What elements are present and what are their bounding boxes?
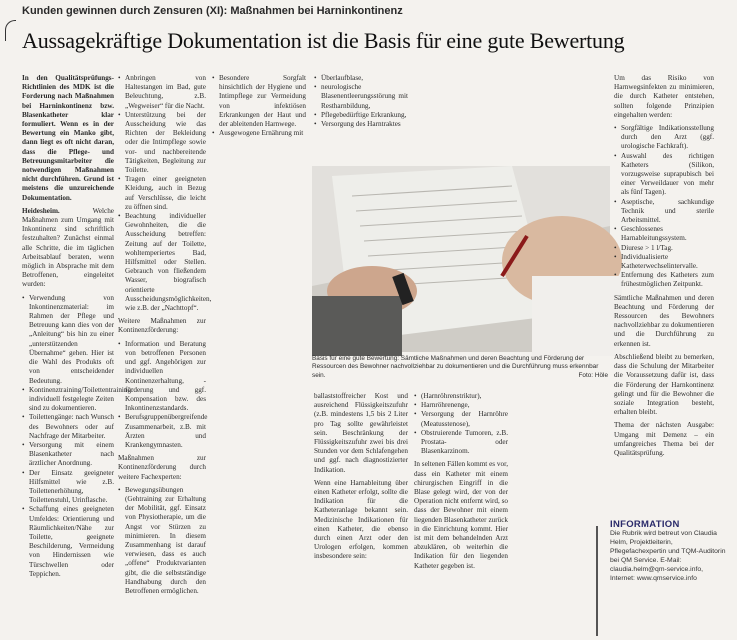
list-item: • Versorgung der Harnröhre (Meatusstenose), (420, 410, 508, 428)
kicker-bracket (5, 20, 16, 41)
list-item: • Berufsgruppenübergreifende Zusammenarbeit, z.B. mit Ärzten und Krankengymnasten. (124, 413, 206, 450)
measures-list (118, 340, 206, 450)
measures-list (118, 486, 206, 596)
measures-list (118, 74, 212, 313)
list-item: • Geschlossenes Harnableitungssystem. (620, 225, 714, 243)
column-3-bottom (314, 392, 408, 640)
list-item: • Obstruierende Tumoren, z.B. Prostata- oder Blasenkarzinom. (420, 429, 508, 457)
body-paragraph: Maßnahmen zur Kontinenzförderung durch weitere Fachexperten: (118, 454, 206, 481)
info-box (610, 520, 728, 583)
list-item: • Toilettengänge: nach Wunsch des Bewohners oder auf Nachfrage der Mitarbeiter. (28, 413, 114, 441)
column-4b-bottom (512, 392, 606, 640)
column-1 (22, 74, 134, 640)
photo-illustration (312, 166, 610, 352)
body-text: Welche Maßnahmen zum Umgang mit Inkontinenz sind schriftlich festzuhalten? Zunächst einmal alle Schritte, die im täglichen Arbeitsablauf beraten, wenn möglich in Absprache mit dem Betroffenen, eingeleitet wurden: (22, 206, 114, 289)
body-paragraph (22, 207, 114, 290)
body-paragraph: Wenn eine Harnableitung über einen Katheter erfolgt, sollte die Indikation für die Katheteranlage bekannt sein. Medizinische Indikationen für einen Katheter, die ebenso durch einen Arzt oder den Urologen erfolgen, kommen insbesondere sein: (314, 478, 408, 561)
list-item: • Individualisierte Katheterwechselintervalle. (620, 253, 714, 271)
body-paragraph: In seltenen Fällen kommt es vor, dass ein Katheter mit einem chirurgischen Eingriff in die Blase gelegt wird, der von der Operation nicht entfernt wird, so dass der Bewohner mit einem liegenden Blasenkatheter zurück in die Einrichtung kommt. Hier ist mit dem behandelnden Arzt abzuklären, ob weiterhin die Indikation für den liegenden Katheter gegeben ist. (414, 460, 509, 570)
column-2 (118, 74, 212, 640)
measures-list (414, 392, 508, 456)
column-4-upper (314, 74, 408, 162)
dateline: Heidesheim. (22, 206, 60, 215)
body-paragraph: ballaststoffreicher Kost und ausreichend Flüssigkeitszufuhr (z.B. mindestens 1,5 bis 2 Liter pro Tag sollte gewährleistet sein. Beschränkung der Flüssigkeitszufuhr zwei bis drei Stunden vor dem Schlafengehen und ggf. nach diagnostizierter Indikation. (314, 392, 408, 474)
info-rule (596, 526, 598, 636)
list-item: • Anbringen von Haltestangen im Bad, gute Beleuchtung, z.B. „Wegweiser“ für die Nacht. (124, 74, 206, 111)
list-item: • Tragen einer geeigneten Kleidung, auch in Bezug auf Verschlüsse, die leicht zu öffnen sind. (124, 175, 206, 212)
list-item: • Schaffung eines geeigneten Umfeldes: Orientierung und Räumlichkeiten/Nähe zur Toilette, geeignete Beschilderung, Vermeidung von Hindernissen wie Türschwellen oder Teppichen. (28, 505, 114, 579)
list-item: • Ausgewogene Ernährung mit (218, 129, 306, 138)
list-item: • Überlaufblase, (320, 74, 408, 83)
list-item: • Besondere Sorgfalt hinsichtlich der Hygiene und Intimpflege zur Vermeidung von infektiösen Erkrankungen der Haut und der ableitenden Harnwege. (218, 74, 306, 129)
caption-text: Basis für eine gute Bewertung: Sämtliche Maßnahmen und deren Beachtung und Förderung der Ressourcen des Bewohner nachvollziehbar zu dokumentieren und die Durchführung muss erkennbar sein. (312, 355, 599, 379)
lead-paragraph: In den Qualitätsprüfungs-Richtlinien des MDK ist die Forderung nach Maßnahmen bei Harninkontinenz bzw. Blasenkatheter klar formuliert. Wenn es in der Bewertung ein Manko gibt, dann liegt es oft nicht daran, dass die Pflege- und Betreuungsmitarbeiter die notwendigen Maßnahmen nicht durchführen. Grund ist meistens die unzureichende Dokumentation. (22, 74, 114, 202)
column-5 (614, 74, 714, 514)
column-3-upper (212, 74, 306, 162)
list-item: • Entfernung des Katheters zum frühestmöglichen Zeitpunkt. (620, 271, 714, 289)
list-item: • Verwendung von Inkontinenzmaterial: im Rahmen der Pflege und Betreuung kann dies von der „Anleitung“ bis hin zu einer „unterstützenden Übernahme“ gehen. Hier ist die Wahl des Produkts oft von entscheidender Bedeutung. (28, 294, 114, 386)
list-item: • Information und Beratung von betroffenen Personen und ggf. Angehörigen zur individuellen Kontinenzerhaltung, -förderung und ggf. Kompensation bzw. des Inkontinenzstandards. (124, 340, 206, 414)
body-paragraph: Abschließend bleibt zu bemerken, dass die Schulung der Mitarbeiter die Voraussetzung dafür ist, dass die Förderung der Harnkontinenz gelingt und für die Bewohner die soziale Integration besteht, erhalten bleibt. (614, 352, 714, 417)
article-photo (312, 166, 610, 352)
info-text: Die Rubrik wird betreut von Claudia Helm, Projektleiterin, Pflegefachexpertin und TQM-Auditorin bei QM Service. E-Mail: claudia.helm@qm-service.info, Internet: www.qmservice.info (610, 530, 726, 582)
measures-list (212, 74, 306, 138)
list-item: • Diurese > 1 l/Tag. (620, 244, 714, 253)
list-item: • Der Einsatz geeigneter Hilfsmittel wie z.B. Toilettenerhöhung, Toilettenstuhl, Urinflasche. (28, 469, 114, 506)
column-4-bottom (414, 392, 508, 640)
body-paragraph: Um das Risiko von Harnwegsinfekten zu minimieren, die durch Katheter entstehen, sollten folgende Prinzipien eingehalten werden: (614, 74, 714, 119)
list-item: • Kontinenztraining/Toilettentraining: individuell festgelegte Zeiten sind zu dokumentieren. (28, 386, 114, 414)
photo-caption (312, 355, 610, 380)
info-title: INFORMATION (610, 519, 680, 530)
list-item: • Beachtung individueller Gewohnheiten, die die Ausscheidung betreffen: Zeitung auf der Toilette, wohltemperiertes Bad, Hilfsmittel oder Stellen. Gebrauch von fließendem Wasser, biografisch orientierte Ausscheidungsmöglichkeiten, wie z.B. der „Nachttopf“. (124, 212, 206, 313)
headline: Aussagekräftige Dokumentation ist die Basis für eine gute Bewertung (22, 28, 625, 53)
list-item: • Versorgung des Harntraktes (320, 120, 408, 129)
info-body (610, 529, 728, 583)
measures-list (614, 124, 714, 290)
measures-list (22, 293, 134, 579)
list-item: • Aseptische, sachkundige Technik und sterile Arbeitsmittel. (620, 198, 714, 226)
list-item: • neurologische Blasenentleerungsstörung mit Restharnbildung, (320, 83, 408, 111)
list-item: • Auswahl des richtigen Katheters (Silikon, vorzugsweise suprapubisch bei einer Verweildauer von mehr als fünf Tagen). (620, 152, 714, 198)
list-item: • Harnröhrenenge, (420, 401, 508, 410)
photo-credit: Foto: Höle (578, 371, 608, 379)
body-paragraph: Sämtliche Maßnahmen und deren Beachtung und Förderung der Ressourcen des Bewohners nachvollziehbar zu dokumentieren und die Durchführung zu erkennen ist. (614, 293, 714, 348)
list-item: • Bewegungsübungen (Gehtraining zur Erhaltung der Mobilität, ggf. Einsatz von Physiotherapie, um die Angst vor Stürzen zu minimieren. In diesem Zusammenhang ist darauf verwiesen, dass es auch „offene“ Produktvarianten gibt, die die selbstständige Handhabung durch den Betroffenen ermöglichen. (124, 486, 206, 596)
series-kicker: Kunden gewinnen durch Zensuren (XI): Maßnahmen bei Harninkontinenz (22, 5, 403, 17)
list-item: • (Harnröhrenstriktur), (420, 392, 508, 401)
list-item: • Pflegebedürftige Erkrankung, (320, 111, 408, 120)
list-item: • Versorgung mit einem Blasenkatheter nach ärztlicher Anordnung. (28, 441, 114, 469)
list-item: • Sorgfältige Indikationsstellung durch den Arzt (ggf. urologische Fachkraft). (620, 124, 714, 152)
measures-list (314, 74, 408, 129)
body-paragraph: Thema der nächsten Ausgabe: Umgang mit Demenz – ein umfangreiches Thema bei der Qualitätsprüfung. (614, 421, 714, 457)
body-paragraph: Weitere Maßnahmen zur Kontinenzförderung: (118, 317, 206, 335)
list-item: • Unterstützung bei der Ausscheidung wie das Richten der Bekleidung oder die Intimpflege sowie vor- und nachbereitende Tätigkeiten, Begleitung zur Toilette. (124, 111, 206, 175)
